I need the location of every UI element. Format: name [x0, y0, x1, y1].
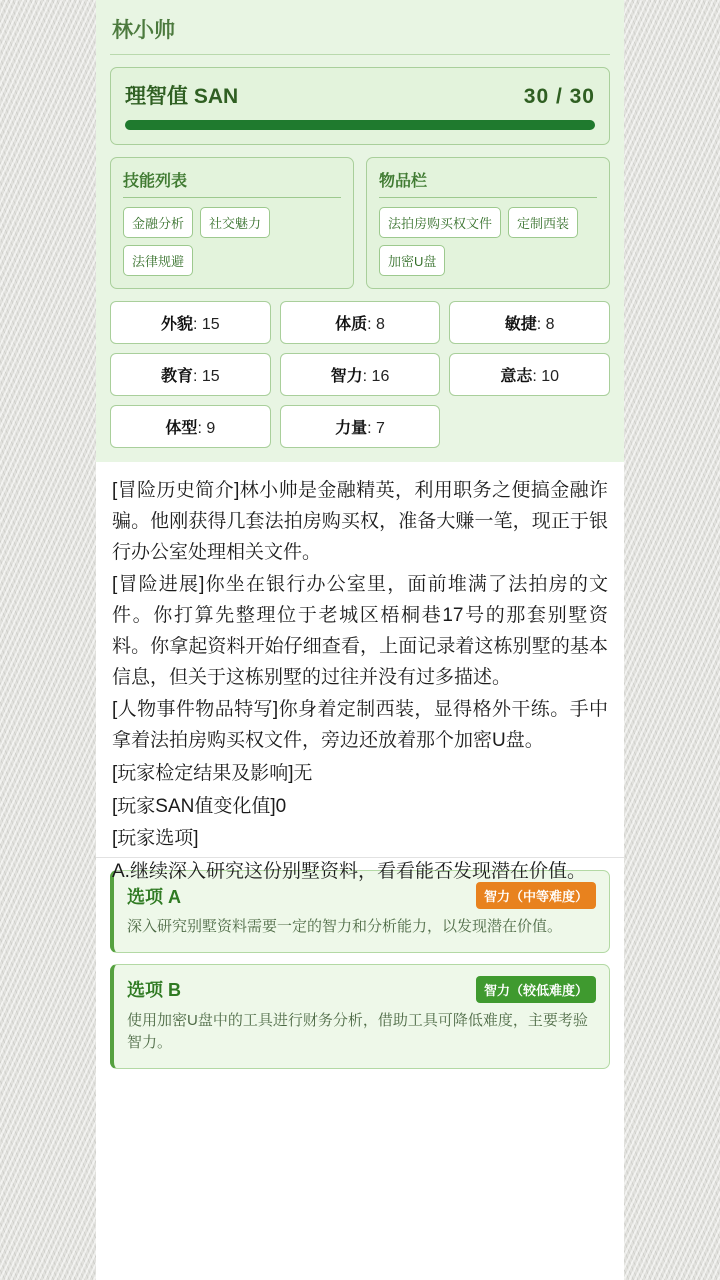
story-paragraph: [冒险进展]你坐在银行办公室里，面前堆满了法拍房的文件。你打算先整理位于老城区梧桐巷17号的那套别墅资料。你拿起资料开始仔细查看，上面记录着这栋别墅的基本信息，但关于这栋别墅的过往并没有过多描述。: [112, 574, 608, 688]
skills-card: [110, 157, 354, 289]
app-screen: [96, 0, 624, 1280]
stat-label: 敏捷: [504, 316, 537, 333]
stat-label: 体型: [165, 420, 198, 437]
inventory-chip[interactable]: 加密U盘: [379, 245, 445, 276]
stat-label: 意志: [500, 368, 533, 385]
skills-title: 技能列表: [123, 168, 341, 198]
stat-value: 7: [375, 420, 385, 437]
story-paragraph: A.继续深入研究这份别墅资料，看看能否发现潜在价值。: [112, 861, 586, 883]
stat-value: 8: [375, 316, 385, 333]
story-paragraph: [冒险历史简介]林小帅是金融精英，利用职务之便搞金融诈骗。他刚获得几套法拍房购买权，准备大赚一笔，现正于银行办公室处理相关文件。: [112, 480, 608, 563]
story-paragraph: [玩家SAN值变化值]0: [112, 795, 287, 817]
san-value: 30 / 30: [523, 85, 595, 108]
stat-item: 智力: 16: [280, 353, 441, 396]
story-scroll-area[interactable]: [96, 462, 624, 883]
san-bar-fill: [125, 120, 595, 130]
character-panel: [96, 0, 624, 462]
stat-value: 15: [201, 316, 220, 333]
stat-value: 16: [371, 368, 390, 385]
option-card-b[interactable]: [110, 964, 610, 1069]
option-description: 深入研究别墅资料需要一定的智力和分析能力，以发现潜在价值。: [127, 918, 563, 935]
option-difficulty-badge: 智力（中等难度）: [476, 882, 596, 909]
option-difficulty-badge: 智力（较低难度）: [476, 976, 596, 1003]
stat-value: 8: [545, 316, 555, 333]
skills-list: [123, 207, 341, 276]
san-bar-track: [125, 120, 595, 130]
skill-chip[interactable]: 社交魅力: [200, 207, 270, 238]
character-name: 林小帅: [110, 8, 610, 55]
options-list: [96, 858, 624, 1081]
stat-item: 教育: 15: [110, 353, 271, 396]
stat-label: 外貌: [160, 316, 193, 333]
stat-item: 力量: 7: [280, 405, 441, 448]
inventory-card: [366, 157, 610, 289]
option-description: 使用加密U盘中的工具进行财务分析，借助工具可降低难度，主要考验智力。: [127, 1011, 588, 1051]
san-meter: [110, 67, 610, 145]
stat-item: 敏捷: 8: [449, 301, 610, 344]
inventory-list: [379, 207, 597, 276]
stat-item: 体质: 8: [280, 301, 441, 344]
story-paragraph: [玩家检定结果及影响]无: [112, 762, 313, 784]
stat-label: 教育: [160, 368, 193, 385]
stat-item: 意志: 10: [449, 353, 610, 396]
story-paragraph: [玩家选项]: [112, 828, 199, 850]
option-title: 选项 A: [127, 886, 181, 907]
skill-chip[interactable]: 法律规避: [123, 245, 193, 276]
inventory-chip[interactable]: 定制西装: [508, 207, 578, 238]
stat-item: 体型: 9: [110, 405, 271, 448]
stat-item: 外貌: 15: [110, 301, 271, 344]
stats-grid: [110, 301, 610, 448]
san-label: 理智值 SAN: [125, 85, 239, 108]
inventory-chip[interactable]: 法拍房购买权文件: [379, 207, 501, 238]
stat-value: 15: [201, 368, 220, 385]
stat-label: 智力: [330, 368, 363, 385]
stat-label: 力量: [335, 420, 368, 437]
stat-label: 体质: [335, 316, 368, 333]
stat-value: 10: [541, 368, 560, 385]
skill-chip[interactable]: 金融分析: [123, 207, 193, 238]
story-paragraph: [人物事件物品特写]你身着定制西装，显得格外干练。手中拿着法拍房购买权文件，旁边还放着那个加密U盘。: [112, 699, 608, 752]
inventory-title: 物品栏: [379, 168, 597, 198]
stat-value: 9: [206, 420, 216, 437]
option-title: 选项 B: [127, 980, 181, 1000]
